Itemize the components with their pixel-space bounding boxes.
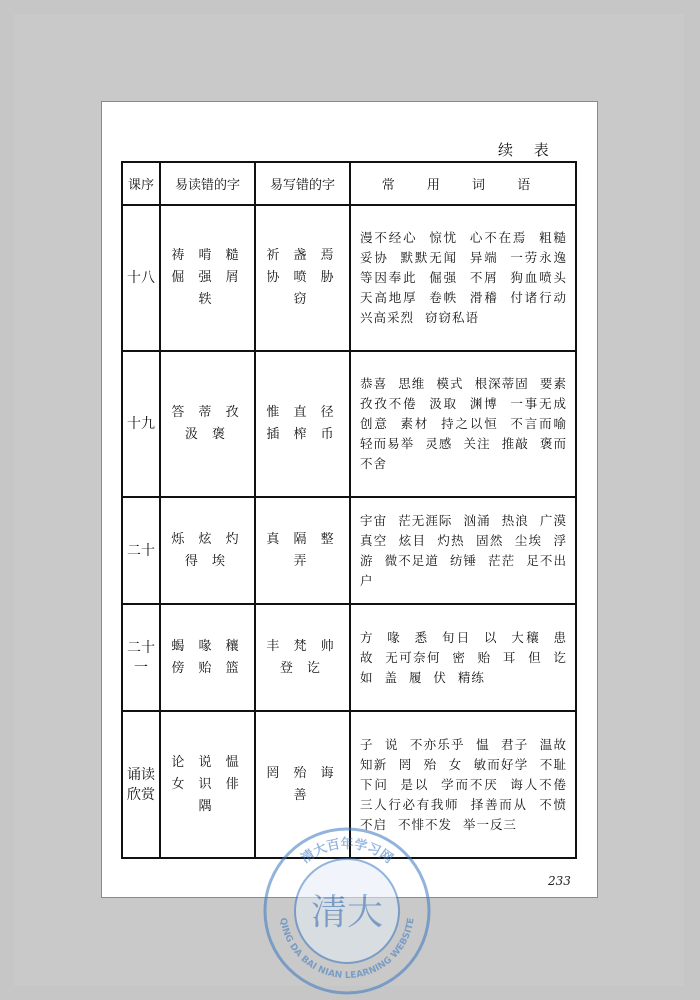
table-row [122,497,576,604]
watermark-center-text: 清大 [310,892,384,933]
miswritten-cell: 罔 殆 诲 善 [255,711,350,858]
miswritten-cell: 惟 直 径 插 榨 币 [255,351,350,497]
continued-label: 续 表 [498,141,557,159]
phrases-cell: 宇宙 茫无涯际 汹涌 热浪 广漠 真空 炫目 灼热 固然 尘埃 浮游 微不足道 纺锤 茫茫 足不出户 [350,497,576,604]
header-misread: 易读错的字 [160,162,255,205]
lesson-cell: 二十 [122,497,160,604]
miswritten-cell: 真 隔 整 弄 [255,497,350,604]
misread-cell: 烁 炫 灼 得 埃 [160,497,255,604]
lesson-cell: 十八 [122,205,160,351]
lesson-cell: 诵读欣赏 [122,711,160,858]
misread-cell: 论 说 愠 女 识 俳 隅 [160,711,255,858]
lesson-cell: 二十一 [122,604,160,711]
phrases-cell: 漫不经心 惊忧 心不在焉 粗糙 妥协 默默无闻 异端 一劳永逸 等因奉此 倔强 不屑 狗血喷头 天高地厚 卷帙 滑稽 付诸行动 兴高采烈 窃窃私语 [350,205,576,351]
page-number: 233 [548,874,571,888]
phrases-cell: 子 说 不亦乐乎 愠 君子 温故知新 罔 殆 女 敏而好学 不耻下问 是以 学而不厌 诲人不倦 三人行必有我师 择善而从 不愤不启 不悱不发 举一反三 [350,711,576,858]
header-phrases: 常 用 词 语 [350,162,576,205]
misread-cell: 答 蒂 孜 汲 褒 [160,351,255,497]
misread-cell: 蝎 喙 穰 傍 贻 篮 [160,604,255,711]
phrases-cell: 恭喜 思维 模式 根深蒂固 要素 孜孜不倦 汲取 渊博 一事无成 创意 素材 持之以恒 不言而喻 轻而易举 灵感 关注 推敲 褒而不舍 [350,351,576,497]
watermark-top-text: 清大百年学习网 [298,837,396,867]
lesson-cell: 十九 [122,351,160,497]
header-lesson: 课序 [122,162,160,205]
miswritten-cell: 丰 梵 帅 登 讫 [255,604,350,711]
table-row [122,351,576,497]
header-miswritten: 易写错的字 [255,162,350,205]
table-row [122,205,576,351]
watermark-seal [262,826,432,996]
table-row [122,604,576,711]
vocabulary-table [121,161,577,859]
watermark-bottom-text: QING DA BAI NIAN LEARNING WEBSITE [277,917,417,982]
misread-cell: 祷 啃 糙 倔 强 屑 轶 [160,205,255,351]
phrases-cell: 方 喙 悉 旬日 以 大穰 患 故 无可奈何 密 贻 耳 但 讫 如 盖 履 伏 精练 [350,604,576,711]
table-header-row [122,162,576,205]
miswritten-cell: 祈 盏 焉 协 喷 胁 窃 [255,205,350,351]
